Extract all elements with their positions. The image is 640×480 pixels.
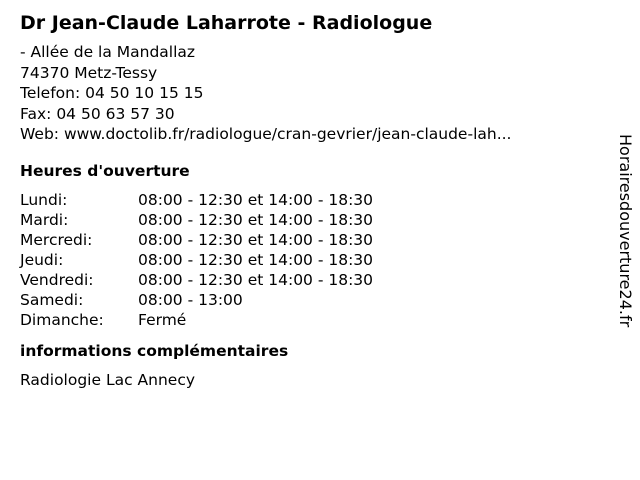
hours-heading: Heures d'ouverture: [20, 161, 190, 180]
website-link[interactable]: Web: www.doctolib.fr/radiologue/cran-gevrier/jean-claude-lah...: [20, 125, 512, 143]
postal-city: 74370 Metz-Tessy: [20, 63, 158, 82]
info-text: Radiologie Lac Annecy: [20, 370, 196, 389]
day-label: Jeudi:: [20, 250, 64, 269]
day-label: Dimanche:: [20, 310, 104, 329]
hours-row-friday: [20, 270, 610, 290]
hours-row-monday: [20, 190, 610, 210]
brand-watermark: Horairesdouverture24.fr: [616, 134, 635, 328]
hours-row-sunday: [20, 310, 610, 330]
hours-row-tuesday: [20, 210, 610, 230]
time-range: 08:00 - 12:30 et 14:00 - 18:30: [138, 210, 374, 229]
day-label: Lundi:: [20, 190, 68, 209]
time-range: 08:00 - 12:30 et 14:00 - 18:30: [138, 270, 374, 289]
time-range: Fermé: [138, 310, 187, 329]
opening-hours-list: [20, 190, 610, 330]
day-label: Mardi:: [20, 210, 69, 229]
street-address: - Allée de la Mandallaz: [20, 43, 196, 61]
time-range: 08:00 - 12:30 et 14:00 - 18:30: [138, 250, 374, 269]
phone-number[interactable]: Telefon: 04 50 10 15 15: [20, 84, 204, 102]
hours-row-wednesday: [20, 230, 610, 250]
fax-number: Fax: 04 50 63 57 30: [20, 104, 175, 123]
business-card: [20, 10, 610, 390]
hours-row-saturday: [20, 290, 610, 310]
day-label: Vendredi:: [20, 270, 94, 289]
info-heading: informations complémentaires: [20, 341, 289, 360]
time-range: 08:00 - 12:30 et 14:00 - 18:30: [138, 190, 374, 209]
time-range: 08:00 - 13:00: [138, 290, 243, 309]
page-title: Dr Jean-Claude Laharrote - Radiologue: [20, 12, 433, 34]
contact-block: [20, 42, 610, 145]
time-range: 08:00 - 12:30 et 14:00 - 18:30: [138, 230, 374, 249]
day-label: Samedi:: [20, 290, 84, 309]
day-label: Mercredi:: [20, 230, 93, 249]
hours-row-thursday: [20, 250, 610, 270]
